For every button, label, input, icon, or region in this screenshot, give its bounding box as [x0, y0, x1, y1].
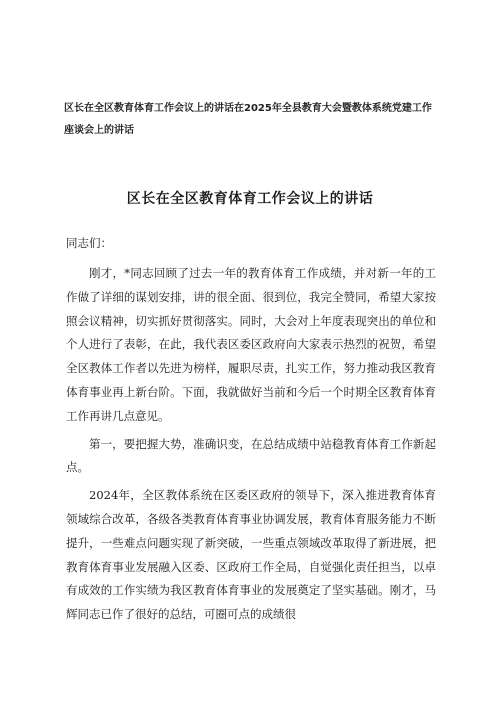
- body-paragraph-3: 2024年，全区教体系统在区委区政府的领导下，深入推进教育体育领域综合改革，各级各类教育体育事业协调发展，教育体育服务能力不断提升，一些难点问题实现了新突破，一些重点领域改革取得了新进展，把教育体育事业发展融入区委、区政府工作全局，自觉强化责任担当，以卓有成效的工作实绩为我区教育体育事业的发展奠定了坚实基础。刚才，马辉同志已作了很好的总结，可圈可点的成绩很: [66, 488, 436, 622]
- body-paragraph-2: 第一，要把握大势，准确识变，在总结成绩中站稳教育体育工作新起点。: [66, 436, 436, 475]
- salutation: 同志们：: [66, 236, 112, 250]
- body-paragraph-1: 刚才，*同志回顾了过去一年的教育体育工作成绩，并对新一年的工作做了详细的谋划安排，讲的很全面、很到位，我完全赞同，希望大家按照会议精神，切实抓好贯彻落实。同时，大会对上年度表现突出的单位和个人进行了表彰，在此，我代表区委区政府向大家表示热烈的祝贺，希望全区教体工作者以先进为榜样，履职尽责，扎实工作，努力推动我区教育体育事业再上新台阶。下面，我就做好当前和今后一个时期全区教育体育工作再讲几点意见。: [66, 266, 436, 423]
- speech-title: 区长在全区教育体育工作会议上的讲话: [126, 191, 374, 207]
- speech-body: [66, 262, 436, 631]
- document-heading: 区长在全区教育体育工作会议上的讲话在2025年全县教育大会暨教体系统党建工作座谈会上的讲话: [64, 103, 432, 136]
